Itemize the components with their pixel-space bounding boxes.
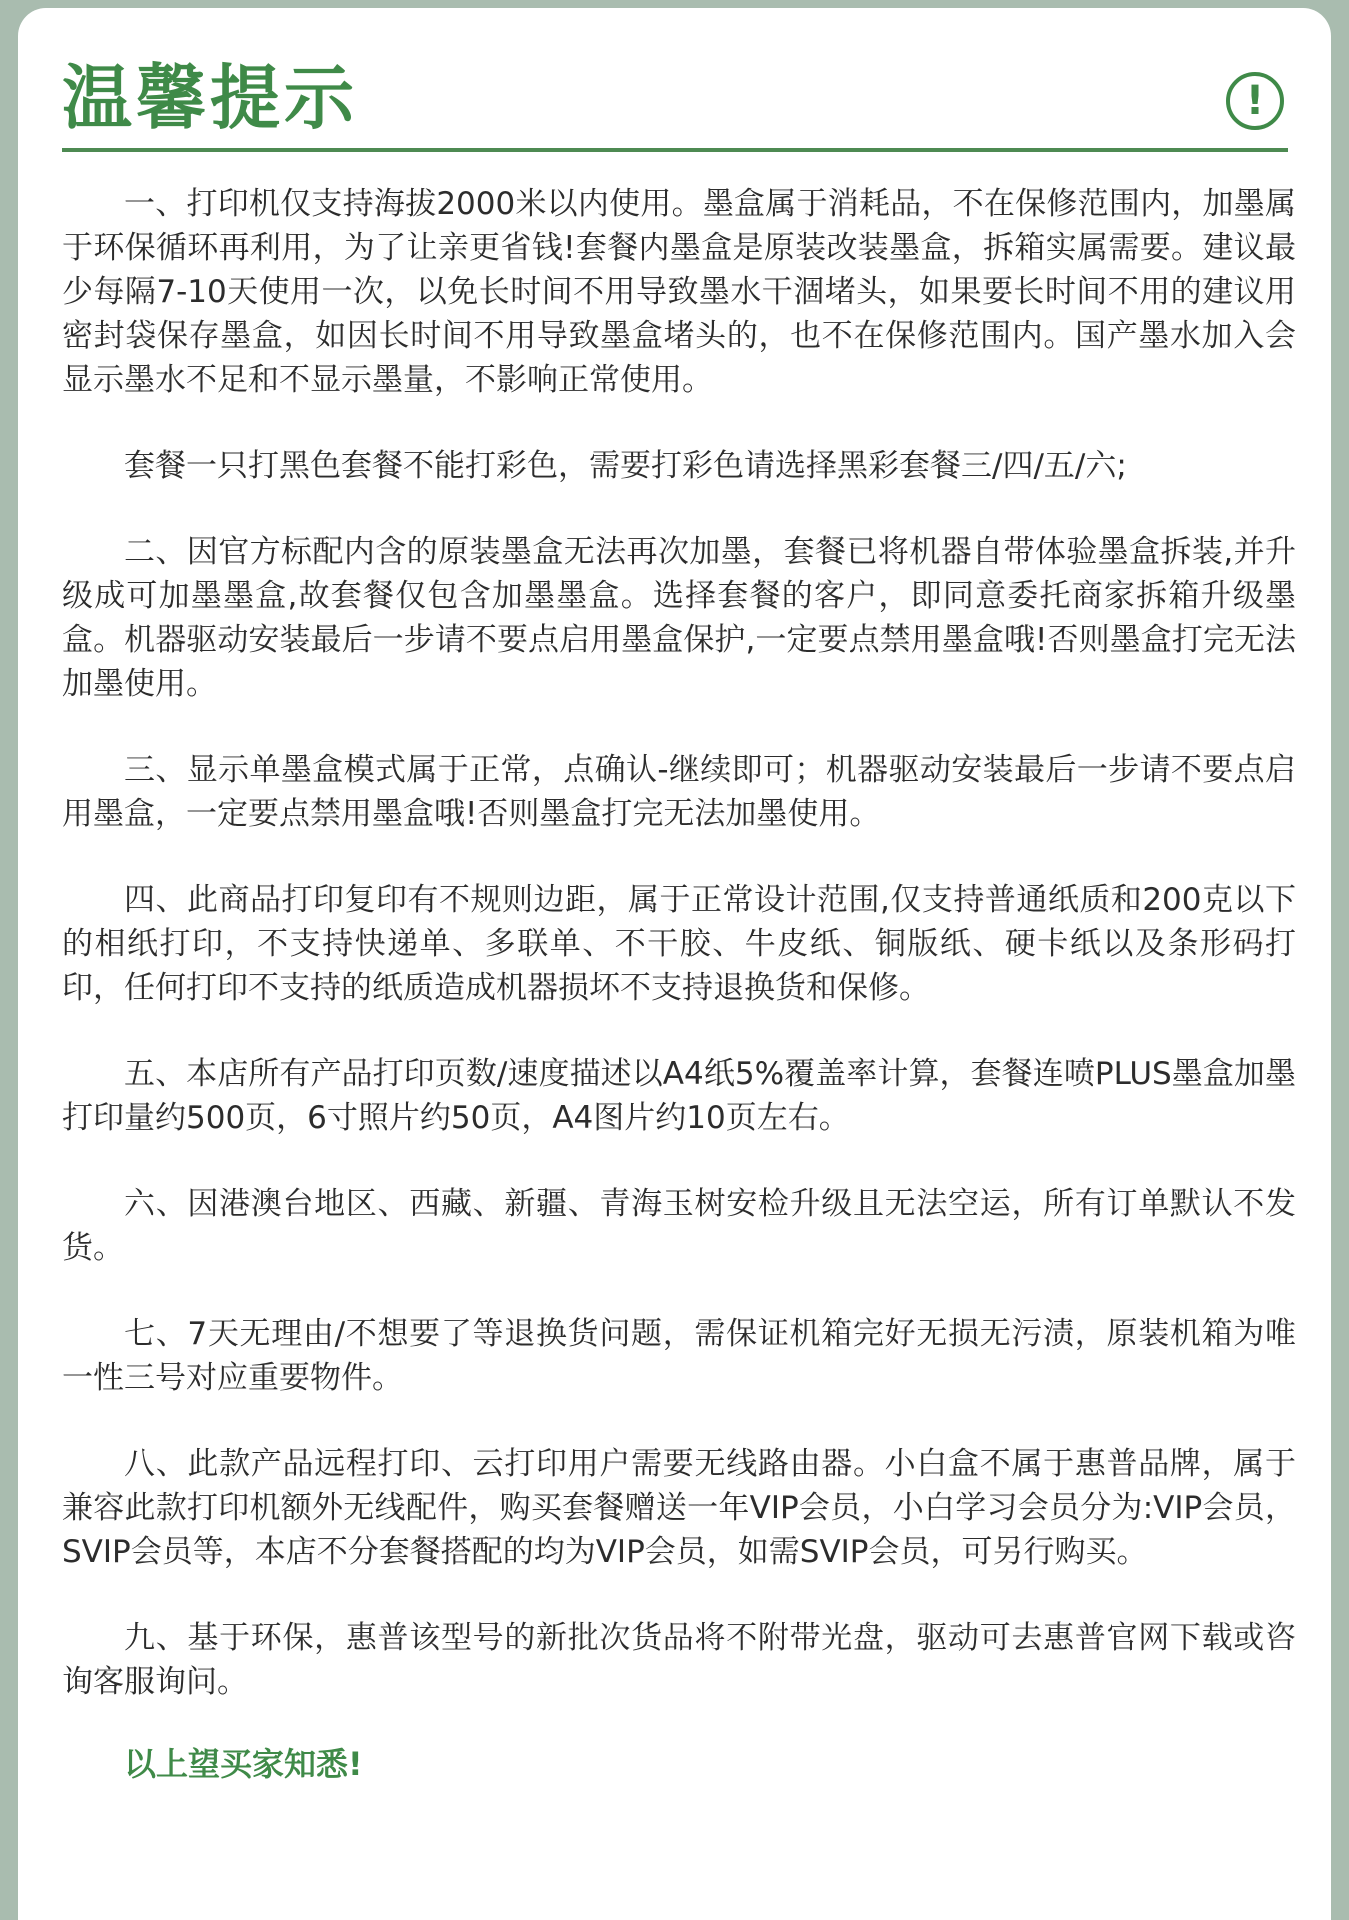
notice-paragraph-10: 九、基于环保，惠普该型号的新批次货品将不附带光盘，驱动可去惠普官网下载或咨询客服询问。 [62, 1620, 1296, 1700]
notice-paragraph-2: 套餐一只打黑色套餐不能打彩色，需要打彩色请选择黑彩套餐三/四/五/六; [124, 448, 1127, 484]
exclamation-circle-icon: ! [1226, 72, 1284, 130]
notice-paragraph-8: 七、7天无理由/不想要了等退换货问题，需保证机箱完好无损无污渍，原装机箱为唯一性三号对应重要物件。 [62, 1316, 1296, 1396]
closing-note: 以上望买家知悉! [124, 1745, 363, 1783]
notice-paragraph-9: 八、此款产品远程打印、云打印用户需要无线路由器。小白盒不属于惠普品牌，属于兼容此款打印机额外无线配件，购买套餐赠送一年VIP会员，小白学习会员分为:VIP会员，SVIP会员等，本店不分套餐搭配的均为VIP会员，如需SVIP会员，可另行购买。 [62, 1446, 1296, 1570]
notice-card [18, 8, 1331, 1920]
notice-paragraph-1: 一、打印机仅支持海拔2000米以内使用。墨盒属于消耗品，不在保修范围内，加墨属于环保循环再利用，为了让亲更省钱!套餐内墨盒是原装改装墨盒，拆箱实属需要。建议最少每隔7-10天使用一次，以免长时间不用导致墨水干涸堵头，如果要长时间不用的建议用密封袋保存墨盒，如因长时间不用导致墨盒堵头的，也不在保修范围内。国产墨水加入会显示墨水不足和不显示墨量，不影响正常使用。 [62, 186, 1296, 398]
notice-paragraph-6: 五、本店所有产品打印页数/速度描述以A4纸5%覆盖率计算，套餐连喷PLUS墨盒加墨打印量约500页，6寸照片约50页，A4图片约10页左右。 [62, 1056, 1296, 1136]
notice-header [62, 48, 1288, 152]
notice-paragraph-3: 二、因官方标配内含的原装墨盒无法再次加墨，套餐已将机器自带体验墨盒拆装,并升级成可加墨墨盒,故套餐仅包含加墨墨盒。选择套餐的客户，即同意委托商家拆箱升级墨盒。机器驱动安装最后一步请不要点启用墨盒保护,一定要点禁用墨盒哦!否则墨盒打完无法加墨使用。 [62, 534, 1296, 702]
notice-paragraph-7: 六、因港澳台地区、西藏、新疆、青海玉树安检升级且无法空运，所有订单默认不发货。 [62, 1186, 1296, 1266]
notice-content [62, 182, 1296, 1786]
notice-paragraph-5: 四、此商品打印复印有不规则边距，属于正常设计范围,仅支持普通纸质和200克以下的相纸打印，不支持快递单、多联单、不干胶、牛皮纸、铜版纸、硬卡纸以及条形码打印，任何打印不支持的纸质造成机器损坏不支持退换货和保修。 [62, 882, 1296, 1006]
notice-paragraph-4: 三、显示单墨盒模式属于正常，点确认-继续即可；机器驱动安装最后一步请不要点启用墨盒，一定要点禁用墨盒哦!否则墨盒打完无法加墨使用。 [62, 752, 1296, 832]
page-title: 温馨提示 [62, 57, 358, 139]
